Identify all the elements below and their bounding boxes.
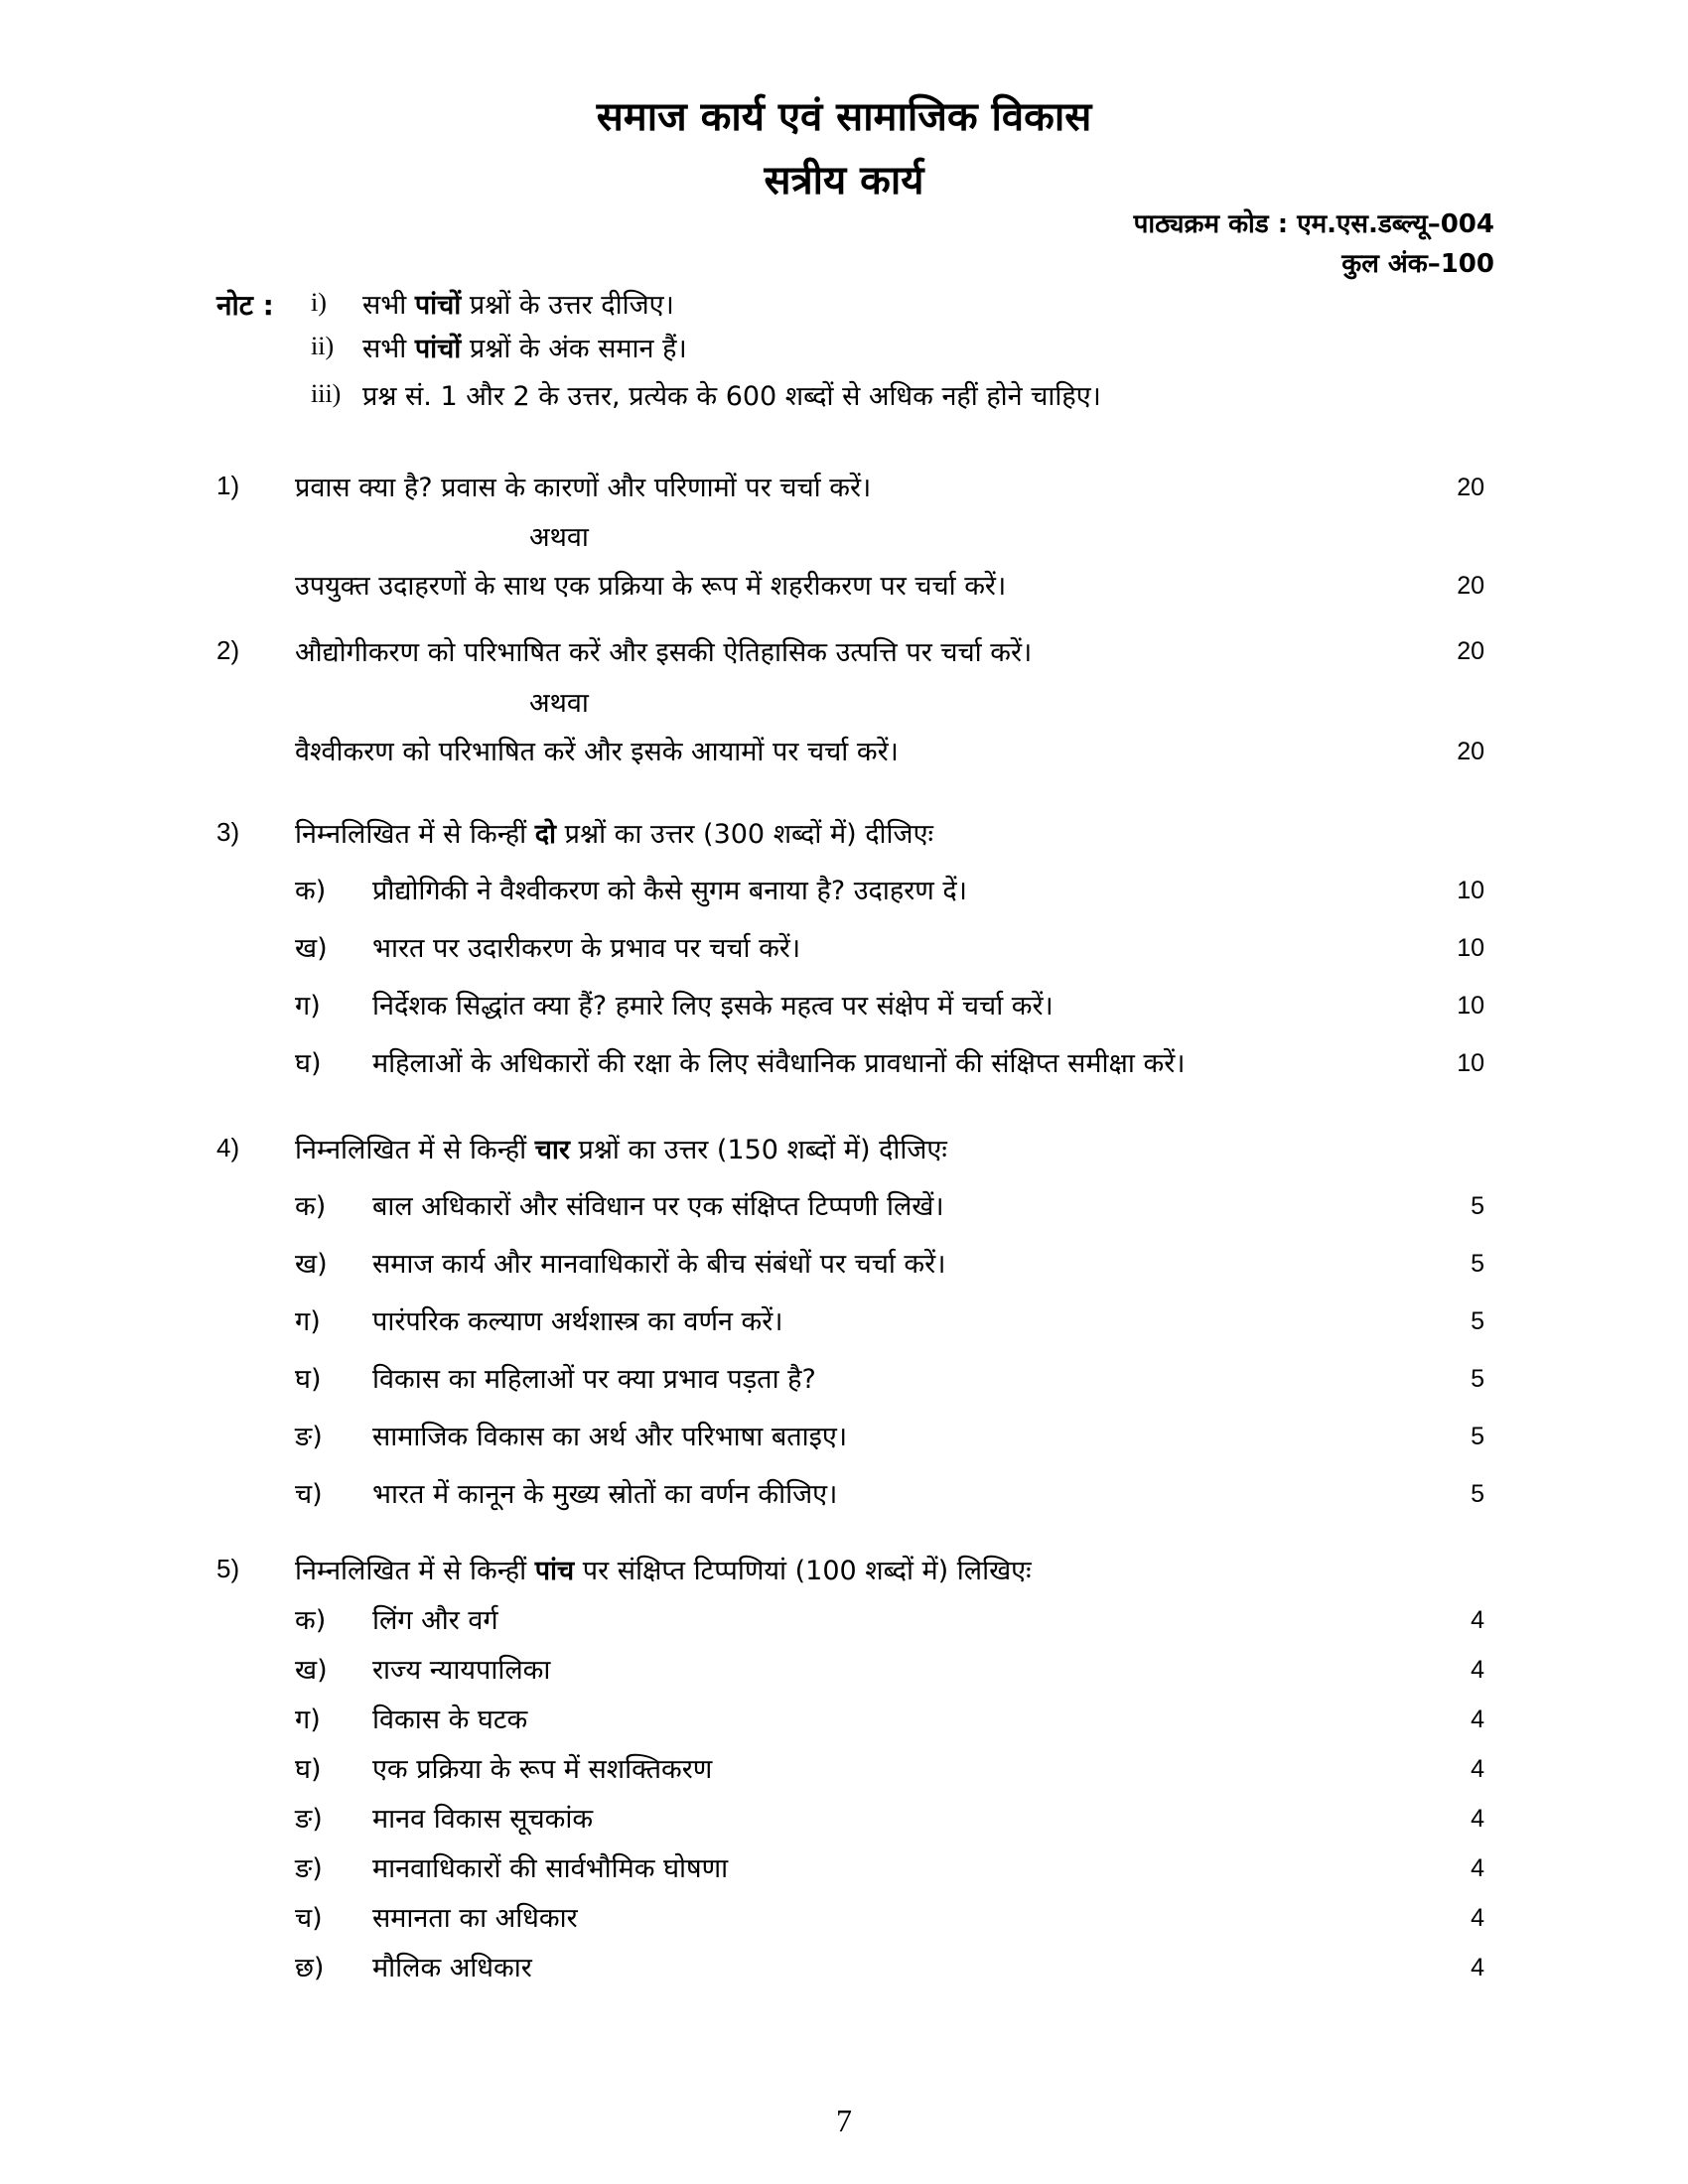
sub-question-label: ग) <box>295 991 321 1022</box>
sub-question-marks: 4 <box>1471 1854 1484 1882</box>
sub-question-label: ख) <box>295 933 328 964</box>
sub-question-text: मौलिक अधिकार <box>372 1953 532 1983</box>
document-subtitle: सत्रीय कार्य <box>764 158 924 204</box>
sub-question-marks: 4 <box>1471 1805 1484 1833</box>
question-number: 2) <box>216 635 240 665</box>
sub-question-label: ङ) <box>295 1804 323 1835</box>
sub-question-marks: 4 <box>1471 1706 1484 1733</box>
or-separator: अथवा <box>529 522 589 553</box>
sub-question-label: च) <box>295 1479 323 1510</box>
question-1a-marks: 20 <box>1457 474 1484 501</box>
sub-question-marks: 4 <box>1471 1656 1484 1684</box>
question-1a-text: प्रवास क्या है? प्रवास के कारणों और परिणामों पर चर्चा करें। <box>295 473 872 503</box>
sub-question-text: विकास का महिलाओं पर क्या प्रभाव पड़ता है? <box>372 1364 816 1395</box>
note-label: नोट : <box>216 289 274 322</box>
course-code: पाठ्यक्रम कोड : एम.एस.डब्ल्यू–004 <box>1133 209 1494 239</box>
note-item-3: प्रश्न सं. 1 और 2 के उत्तर, प्रत्येक के 600 शब्दों से अधिक नहीं होने चाहिए। <box>362 381 1101 412</box>
sub-question-marks: 10 <box>1457 877 1484 904</box>
question-2a-marks: 20 <box>1457 637 1484 665</box>
sub-question-label: घ) <box>295 1364 322 1395</box>
sub-question-label: ङ) <box>295 1422 323 1452</box>
sub-question-marks: 10 <box>1457 992 1484 1020</box>
sub-question-marks: 10 <box>1457 1049 1484 1077</box>
sub-question-marks: 5 <box>1471 1365 1484 1393</box>
sub-question-label: ङ) <box>295 1853 323 1884</box>
sub-question-text: मानवाधिकारों की सार्वभौमिक घोषणा <box>372 1853 729 1884</box>
sub-question-marks: 5 <box>1471 1250 1484 1278</box>
question-4-intro: निम्नलिखित में से किन्हीं चार प्रश्नों का उत्तर (150 शब्दों में) दीजिएः <box>295 1135 947 1165</box>
sub-question-text: एक प्रक्रिया के रूप में सशक्तिकरण <box>372 1754 713 1785</box>
sub-question-label: छ) <box>295 1953 325 1983</box>
sub-question-marks: 5 <box>1471 1192 1484 1220</box>
sub-question-label: च) <box>295 1903 323 1934</box>
sub-question-text: महिलाओं के अधिकारों की रक्षा के लिए संवैधानिक प्रावधानों की संक्षिप्त समीक्षा करें। <box>372 1048 1186 1079</box>
note-item-2: सभी पांचों प्रश्नों के अंक समान हैं। <box>362 334 687 364</box>
sub-question-label: ख) <box>295 1655 328 1686</box>
sub-question-text: भारत में कानून के मुख्य स्रोतों का वर्णन कीजिए। <box>372 1479 838 1510</box>
question-2a-text: औद्योगीकरण को परिभाषित करें और इसकी ऐतिहासिक उत्पत्ति पर चर्चा करें। <box>295 637 1033 668</box>
sub-question-marks: 5 <box>1471 1423 1484 1450</box>
sub-question-text: राज्य न्यायपालिका <box>372 1655 551 1686</box>
sub-question-marks: 4 <box>1471 1755 1484 1783</box>
sub-question-label: घ) <box>295 1754 322 1785</box>
sub-question-label: ग) <box>295 1705 321 1735</box>
sub-question-text: समाज कार्य और मानवाधिकारों के बीच संबंधों पर चर्चा करें। <box>372 1249 946 1280</box>
total-marks: कुल अंक–100 <box>1341 249 1494 279</box>
sub-question-text: विकास के घटक <box>372 1705 528 1735</box>
sub-question-text: सामाजिक विकास का अर्थ और परिभाषा बताइए। <box>372 1422 848 1452</box>
question-number: 1) <box>216 471 240 500</box>
note-item-number: i) <box>311 288 327 317</box>
sub-question-label: ग) <box>295 1306 321 1337</box>
question-1b-marks: 20 <box>1457 572 1484 600</box>
question-2b-marks: 20 <box>1457 738 1484 765</box>
sub-question-text: समानता का अधिकार <box>372 1903 578 1934</box>
sub-question-label: ख) <box>295 1249 328 1280</box>
sub-question-label: क) <box>295 1605 327 1636</box>
note-item-1: सभी पांचों प्रश्नों के उत्तर दीजिए। <box>362 290 674 321</box>
question-1b-text: उपयुक्त उदाहरणों के साथ एक प्रक्रिया के रूप में शहरीकरण पर चर्चा करें। <box>295 571 1007 602</box>
sub-question-text: भारत पर उदारीकरण के प्रभाव पर चर्चा करें। <box>372 933 801 964</box>
sub-question-label: क) <box>295 876 327 906</box>
note-item-number: ii) <box>311 332 335 360</box>
question-5-intro: निम्नलिखित में से किन्हीं पांच पर संक्षिप्त टिप्पणियां (100 शब्दों में) लिखिएः <box>295 1556 1032 1586</box>
question-3-intro: निम्नलिखित में से किन्हीं दो प्रश्नों का उत्तर (300 शब्दों में) दीजिएः <box>295 819 933 850</box>
page-number: 7 <box>836 2103 852 2138</box>
note-item-number: iii) <box>311 379 342 408</box>
question-number: 3) <box>216 817 240 847</box>
question-number: 4) <box>216 1133 240 1162</box>
sub-question-text: लिंग और वर्ग <box>372 1605 498 1636</box>
sub-question-marks: 10 <box>1457 934 1484 962</box>
sub-question-text: पारंपरिक कल्याण अर्थशास्त्र का वर्णन करें। <box>372 1306 783 1337</box>
sub-question-text: प्रौद्योगिकी ने वैश्वीकरण को कैसे सुगम बनाया है? उदाहरण दें। <box>372 876 967 906</box>
or-separator: अथवा <box>529 688 589 719</box>
question-2b-text: वैश्वीकरण को परिभाषित करें और इसके आयामों पर चर्चा करें। <box>295 737 899 767</box>
document-title: समाज कार्य एवं सामाजिक विकास <box>596 94 1092 140</box>
sub-question-text: मानव विकास सूचकांक <box>372 1804 594 1835</box>
sub-question-marks: 4 <box>1471 1606 1484 1634</box>
question-number: 5) <box>216 1554 240 1583</box>
sub-question-marks: 4 <box>1471 1904 1484 1932</box>
sub-question-marks: 4 <box>1471 1954 1484 1981</box>
sub-question-label: क) <box>295 1191 327 1222</box>
sub-question-marks: 5 <box>1471 1480 1484 1508</box>
sub-question-marks: 5 <box>1471 1307 1484 1335</box>
sub-question-label: घ) <box>295 1048 322 1079</box>
sub-question-text: बाल अधिकारों और संविधान पर एक संक्षिप्त टिप्पणी लिखें। <box>372 1191 944 1222</box>
sub-question-text: निर्देशक सिद्धांत क्या हैं? हमारे लिए इसके महत्व पर संक्षेप में चर्चा करें। <box>372 991 1054 1022</box>
